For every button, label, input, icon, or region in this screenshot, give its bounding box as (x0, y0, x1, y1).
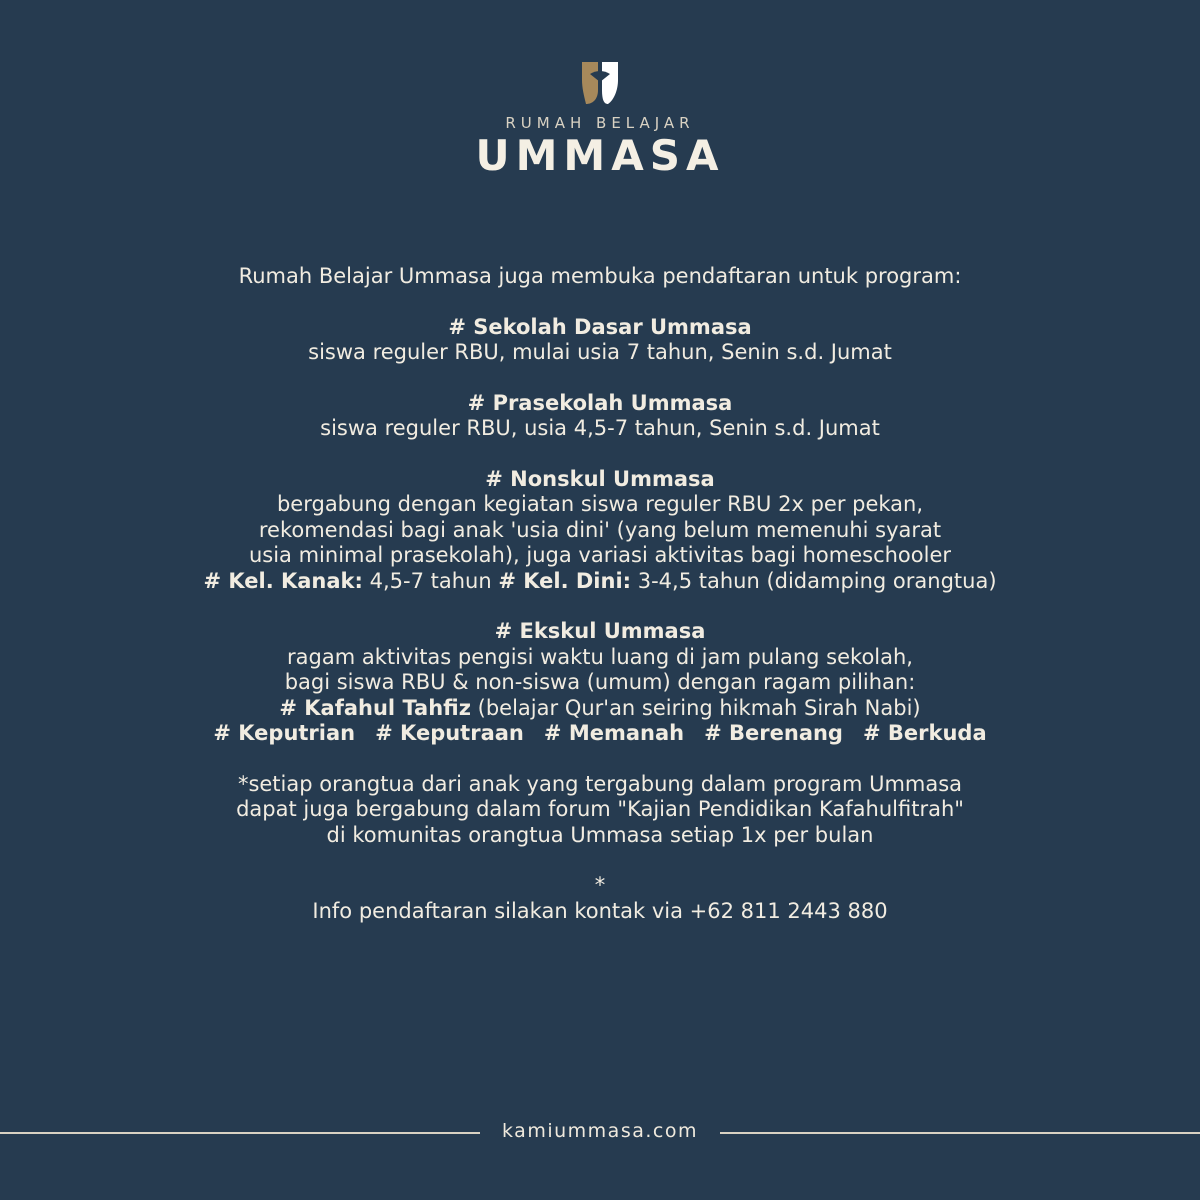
contact-info: Info pendaftaran silakan kontak via +62 811 2443 880 (312, 898, 888, 923)
program-prasekolah-desc: siswa reguler RBU, usia 4,5-7 tahun, Senin s.d. Jumat (320, 416, 880, 440)
program-ekskul-tahfiz (100, 696, 1100, 722)
footer-divider-right (720, 1132, 1200, 1134)
program-prasekolah-title: # Prasekolah Ummasa (467, 390, 733, 415)
ummasa-emblem-icon (580, 60, 620, 106)
group-kanak-label: # Kel. Kanak: (203, 568, 363, 593)
program-nonskul-line: bergabung dengan kegiatan siswa reguler RBU 2x per pekan, (276, 492, 924, 516)
group-dini-label: # Kel. Dini: (498, 568, 632, 593)
program-ekskul-line: ragam aktivitas pengisi waktu luang di jam pulang sekolah, (287, 644, 913, 669)
option-keputraan: # Keputraan (375, 721, 524, 745)
option-memanah: # Memanah (543, 721, 685, 745)
group-kanak-value: 4,5-7 tahun (362, 568, 499, 593)
parent-forum-note: dapat juga bergabung dalam forum "Kajian Pendidikan Kafahulfitrah" (236, 797, 964, 821)
program-nonskul-groups (100, 569, 1100, 595)
program-nonskul-title: # Nonskul Ummasa (485, 466, 715, 491)
option-berenang: # Berenang (704, 721, 843, 745)
footer-divider-left (0, 1132, 480, 1134)
parent-forum-note: di komunitas orangtua Ummasa setiap 1x per bulan (326, 822, 874, 847)
program-sd-desc: siswa reguler RBU, mulai usia 7 tahun, Senin s.d. Jumat (308, 340, 892, 364)
program-nonskul-line: usia minimal prasekolah), juga variasi aktivitas bagi homeschooler (248, 543, 952, 567)
tahfiz-desc: (belajar Qur'an seiring hikmah Sirah Nabi) (470, 695, 921, 720)
intro-text: Rumah Belajar Ummasa juga membuka pendaftaran untuk program: (238, 264, 962, 288)
parent-forum-note: *setiap orangtua dari anak yang tergabung dalam program Ummasa (237, 771, 963, 796)
program-info (100, 264, 1100, 924)
option-berkuda: # Berkuda (863, 721, 987, 745)
logo-brand-name: UMMASA (475, 131, 725, 180)
program-ekskul-title: # Ekskul Ummasa (494, 619, 706, 643)
program-nonskul-line: rekomendasi bagi anak 'usia dini' (yang belum memenuhi syarat (258, 517, 942, 542)
tahfiz-label: # Kafahul Tahfiz (279, 695, 471, 720)
program-ekskul-line: bagi siswa RBU & non-siswa (umum) dengan ragam pilihan: (284, 670, 916, 694)
website-link[interactable]: kamiummasa.com (502, 1120, 698, 1142)
option-keputrian: # Keputrian (213, 721, 356, 745)
contact-separator: * (594, 873, 606, 897)
group-dini-value: 3-4,5 tahun (didamping orangtua) (631, 568, 997, 593)
logo (0, 60, 1200, 178)
program-sd-title: # Sekolah Dasar Ummasa (448, 314, 752, 339)
program-ekskul-options (100, 721, 1100, 747)
footer (0, 1120, 1200, 1144)
logo-subtitle: RUMAH BELAJAR (505, 114, 695, 132)
